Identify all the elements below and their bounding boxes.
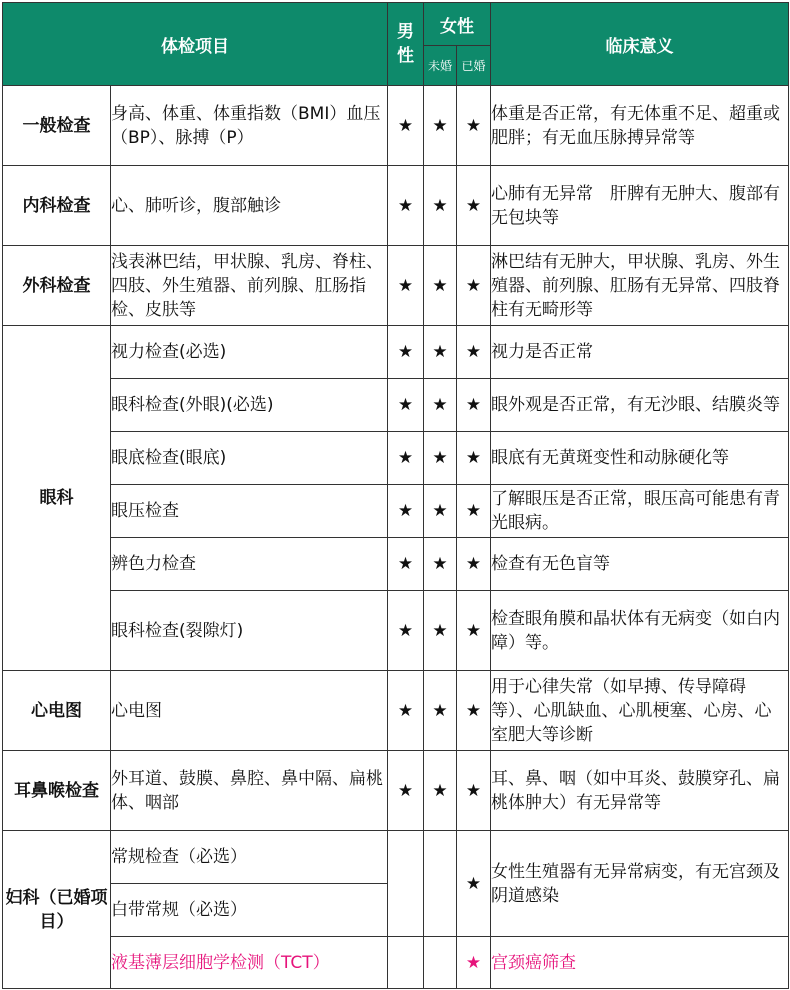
table-row: [3, 671, 789, 751]
meaning-cell: 体重是否正常，有无体重不足、超重或肥胖；有无血压脉搏异常等: [491, 86, 789, 166]
table-row: [3, 831, 789, 884]
meaning-cell: 女性生殖器有无异常病变，有无宫颈及阴道感染: [491, 831, 789, 937]
category-cell: 耳鼻喉检查: [3, 751, 111, 831]
table-row: [3, 937, 789, 989]
item-cell: 眼底检查(眼底): [111, 432, 388, 485]
table-row: [3, 591, 789, 671]
meaning-cell: 检查眼角膜和晶状体有无病变（如白内障）等。: [491, 591, 789, 671]
table-row: [3, 326, 789, 379]
star-married: ★: [457, 326, 491, 379]
header-male: 男 性: [388, 3, 424, 86]
category-cell: 内科检查: [3, 166, 111, 246]
empty-male: [388, 937, 424, 989]
item-cell: 浅表淋巴结，甲状腺、乳房、脊柱、四肢、外生殖器、前列腺、肛肠指检、皮肤等: [111, 246, 388, 326]
meaning-cell: 检查有无色盲等: [491, 538, 789, 591]
star-unmarried: ★: [424, 591, 457, 671]
star-male: ★: [388, 432, 424, 485]
table-row: [3, 485, 789, 538]
star-unmarried: ★: [424, 86, 457, 166]
star-married: ★: [457, 671, 491, 751]
item-cell: 身高、体重、体重指数（BMI）血压（BP）、脉搏（P）: [111, 86, 388, 166]
meaning-cell: 心肺有无异常 肝脾有无肿大、腹部有无包块等: [491, 166, 789, 246]
star-male: ★: [388, 326, 424, 379]
item-cell: 外耳道、鼓膜、鼻腔、鼻中隔、扁桃体、咽部: [111, 751, 388, 831]
header-female: 女性: [424, 3, 491, 46]
star-unmarried: ★: [424, 485, 457, 538]
table-row: [3, 538, 789, 591]
table-row: [3, 751, 789, 831]
empty-unmarried: [424, 831, 457, 937]
item-cell: 液基薄层细胞学检测（TCT）: [111, 937, 388, 989]
star-married: ★: [457, 591, 491, 671]
meaning-cell: 宫颈癌筛查: [491, 937, 789, 989]
star-male: ★: [388, 485, 424, 538]
meaning-cell: 用于心律失常（如早搏、传导障碍等）、心肌缺血、心肌梗塞、心房、心室肥大等诊断: [491, 671, 789, 751]
star-unmarried: ★: [424, 432, 457, 485]
item-cell: 白带常规（必选）: [111, 884, 388, 937]
star-married: ★: [457, 166, 491, 246]
star-married: ★: [457, 86, 491, 166]
item-cell: 心、肺听诊，腹部触诊: [111, 166, 388, 246]
star-married: ★: [457, 432, 491, 485]
star-unmarried: ★: [424, 751, 457, 831]
star-male: ★: [388, 591, 424, 671]
star-married: ★: [457, 485, 491, 538]
empty-unmarried: [424, 937, 457, 989]
category-cell: 眼科: [3, 326, 111, 671]
table-row: [3, 166, 789, 246]
star-unmarried: ★: [424, 538, 457, 591]
star-married: ★: [457, 246, 491, 326]
category-cell: 心电图: [3, 671, 111, 751]
header-unmarried: 未婚: [424, 46, 457, 86]
category-cell: 一般检查: [3, 86, 111, 166]
header-married: 已婚: [457, 46, 491, 86]
star-married: ★: [457, 538, 491, 591]
star-male: ★: [388, 671, 424, 751]
item-cell: 心电图: [111, 671, 388, 751]
health-exam-table: [2, 2, 789, 989]
star-male: ★: [388, 166, 424, 246]
category-cell: 妇科（已婚项目）: [3, 831, 111, 989]
star-married: ★: [457, 379, 491, 432]
header-exam-item: 体检项目: [3, 3, 388, 86]
item-cell: 眼科检查(裂隙灯): [111, 591, 388, 671]
empty-male: [388, 831, 424, 937]
meaning-cell: 眼外观是否正常，有无沙眼、结膜炎等: [491, 379, 789, 432]
star-male: ★: [388, 246, 424, 326]
meaning-cell: 眼底有无黄斑变性和动脉硬化等: [491, 432, 789, 485]
meaning-cell: 了解眼压是否正常，眼压高可能患有青光眼病。: [491, 485, 789, 538]
meaning-cell: 视力是否正常: [491, 326, 789, 379]
item-cell: 眼科检查(外眼)(必选): [111, 379, 388, 432]
star-married: ★: [457, 751, 491, 831]
meaning-cell: 耳、鼻、咽（如中耳炎、鼓膜穿孔、扁桃体肿大）有无异常等: [491, 751, 789, 831]
star-male: ★: [388, 379, 424, 432]
star-unmarried: ★: [424, 246, 457, 326]
table-row: [3, 379, 789, 432]
item-cell: 辨色力检查: [111, 538, 388, 591]
table-row: [3, 246, 789, 326]
star-male: ★: [388, 538, 424, 591]
star-unmarried: ★: [424, 671, 457, 751]
star-unmarried: ★: [424, 326, 457, 379]
item-cell: 视力检查(必选): [111, 326, 388, 379]
star-male: ★: [388, 751, 424, 831]
item-cell: 常规检查（必选）: [111, 831, 388, 884]
star-unmarried: ★: [424, 166, 457, 246]
header-clinical-meaning: 临床意义: [491, 3, 789, 86]
meaning-cell: 淋巴结有无肿大，甲状腺、乳房、外生殖器、前列腺、肛肠有无异常、四肢脊柱有无畸形等: [491, 246, 789, 326]
star-married: ★: [457, 831, 491, 937]
star-married: ★: [457, 937, 491, 989]
star-unmarried: ★: [424, 379, 457, 432]
table-row: [3, 432, 789, 485]
item-cell: 眼压检查: [111, 485, 388, 538]
star-male: ★: [388, 86, 424, 166]
category-cell: 外科检查: [3, 246, 111, 326]
table-row: [3, 86, 789, 166]
